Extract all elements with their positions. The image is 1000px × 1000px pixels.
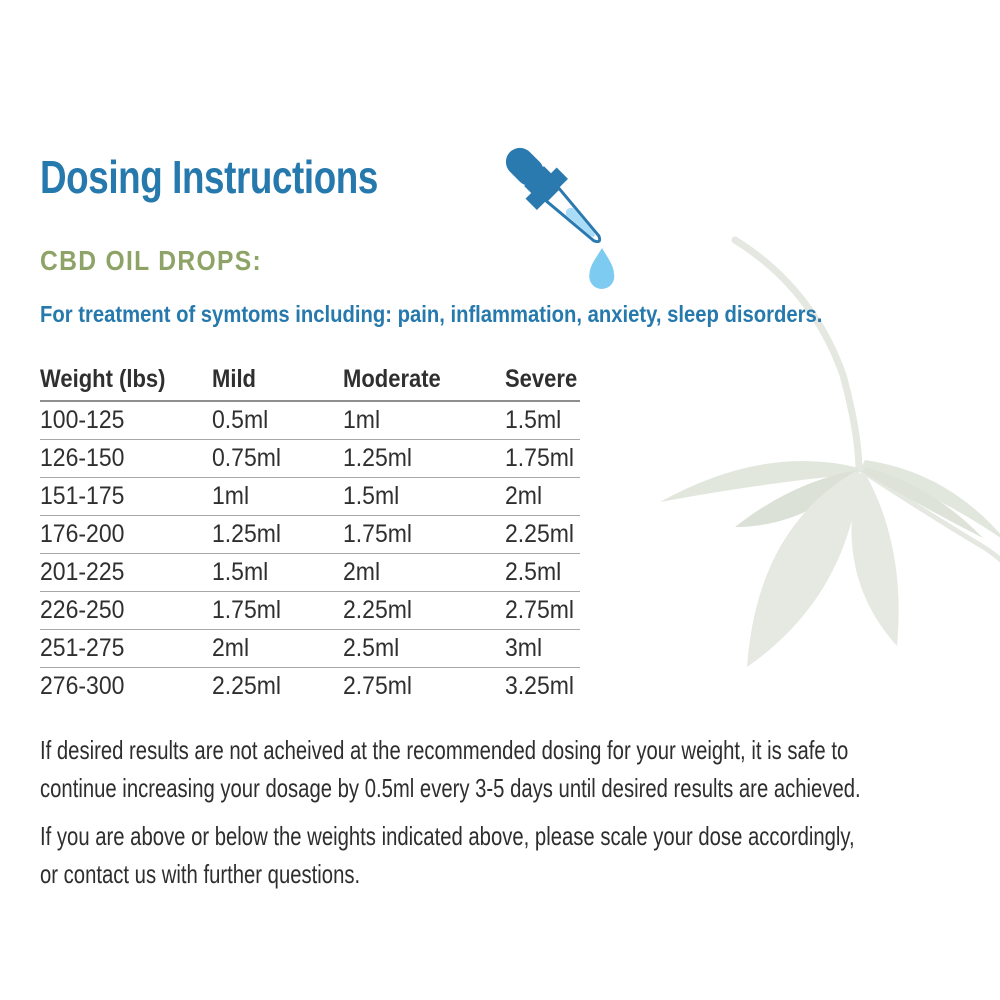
moderate-cell	[343, 516, 505, 554]
severe-value: 1.75ml	[505, 444, 575, 472]
dropper-icon	[480, 142, 640, 302]
mild-value: 0.5ml	[212, 406, 269, 434]
note-increase-dosage	[40, 731, 1000, 807]
note-line-text: If you are above or below the weights indicated above, please scale your dose accordingly,	[40, 821, 855, 851]
weight-cell	[40, 401, 212, 440]
mild-value: 1.5ml	[212, 558, 269, 586]
note-line	[40, 769, 1000, 807]
weight-value: 126-150	[40, 444, 125, 472]
note-line-text: If desired results are not acheived at the recommended dosing for your weight, it is safe to	[40, 735, 849, 765]
moderate-cell	[343, 401, 505, 440]
weight-value: 151-175	[40, 482, 125, 510]
weight-cell	[40, 478, 212, 516]
table-row	[40, 516, 580, 554]
moderate-value: 2.5ml	[343, 634, 400, 662]
mild-cell	[212, 516, 343, 554]
note-line	[40, 731, 1000, 769]
severe-cell	[505, 440, 580, 478]
moderate-cell	[343, 630, 505, 668]
moderate-cell	[343, 668, 505, 706]
col-header-weight	[40, 358, 212, 401]
severe-value: 1.5ml	[505, 406, 562, 434]
subtitle	[40, 301, 929, 329]
mild-cell	[212, 668, 343, 706]
severe-value: 2.75ml	[505, 596, 575, 624]
weight-cell	[40, 516, 212, 554]
mild-value: 1ml	[212, 482, 250, 510]
weight-cell	[40, 630, 212, 668]
weight-value: 226-250	[40, 596, 125, 624]
note-line	[40, 855, 1000, 893]
severe-cell	[505, 592, 580, 630]
severe-cell	[505, 630, 580, 668]
moderate-cell	[343, 478, 505, 516]
note-line-text: continue increasing your dosage by 0.5ml every 3-5 days until desired results are achieved.	[40, 773, 861, 803]
col-header-moderate	[343, 358, 505, 401]
moderate-value: 2.75ml	[343, 672, 413, 700]
moderate-value: 2ml	[343, 558, 381, 586]
severe-value: 2.5ml	[505, 558, 562, 586]
note-line-text: or contact us with further questions.	[40, 859, 361, 889]
col-header-moderate-text: Moderate	[343, 364, 441, 393]
moderate-value: 2.25ml	[343, 596, 413, 624]
severe-value: 3.25ml	[505, 672, 575, 700]
col-header-severe	[505, 358, 580, 401]
dropper-liquid	[564, 206, 598, 240]
weight-cell	[40, 668, 212, 706]
severe-value: 3ml	[505, 634, 543, 662]
col-header-severe-text: Severe	[505, 364, 578, 393]
moderate-value: 1.75ml	[343, 520, 413, 548]
page-title-text: Dosing Instructions	[40, 151, 378, 203]
mild-cell	[212, 401, 343, 440]
mild-value: 2.25ml	[212, 672, 282, 700]
mild-cell	[212, 478, 343, 516]
droplet-icon	[589, 248, 614, 289]
table-row	[40, 630, 580, 668]
mild-cell	[212, 592, 343, 630]
col-header-mild-text: Mild	[212, 364, 256, 393]
note-scale-dose	[40, 817, 1000, 893]
table-header-row	[40, 358, 580, 401]
weight-cell	[40, 592, 212, 630]
table-row	[40, 592, 580, 630]
severe-cell	[505, 554, 580, 592]
moderate-cell	[343, 554, 505, 592]
mild-cell	[212, 630, 343, 668]
moderate-value: 1.5ml	[343, 482, 400, 510]
mild-value: 0.75ml	[212, 444, 282, 472]
mild-cell	[212, 440, 343, 478]
moderate-value: 1.25ml	[343, 444, 413, 472]
weight-value: 251-275	[40, 634, 125, 662]
table-row	[40, 554, 580, 592]
severe-cell	[505, 478, 580, 516]
weight-value: 201-225	[40, 558, 125, 586]
mild-cell	[212, 554, 343, 592]
moderate-value: 1ml	[343, 406, 381, 434]
table-row	[40, 668, 580, 706]
mild-value: 2ml	[212, 634, 250, 662]
severe-cell	[505, 516, 580, 554]
table-row	[40, 440, 580, 478]
mild-value: 1.25ml	[212, 520, 282, 548]
section-heading	[40, 246, 292, 277]
weight-cell	[40, 554, 212, 592]
subtitle-text: For treatment of symtoms including: pain, inflammation, anxiety, sleep disorders.	[40, 301, 823, 327]
note-line	[40, 817, 1000, 855]
col-header-mild	[212, 358, 343, 401]
col-header-weight-text: Weight (lbs)	[40, 364, 166, 393]
dosing-table	[40, 358, 580, 705]
severe-cell	[505, 401, 580, 440]
mild-value: 1.75ml	[212, 596, 282, 624]
moderate-cell	[343, 440, 505, 478]
weight-value: 276-300	[40, 672, 125, 700]
severe-cell	[505, 668, 580, 706]
weight-value: 100-125	[40, 406, 125, 434]
weight-cell	[40, 440, 212, 478]
moderate-cell	[343, 592, 505, 630]
severe-value: 2ml	[505, 482, 543, 510]
table-row	[40, 401, 580, 440]
page-title	[40, 152, 462, 203]
table-row	[40, 478, 580, 516]
weight-value: 176-200	[40, 520, 125, 548]
severe-value: 2.25ml	[505, 520, 575, 548]
section-heading-text: CBD OIL DROPS:	[40, 245, 263, 276]
